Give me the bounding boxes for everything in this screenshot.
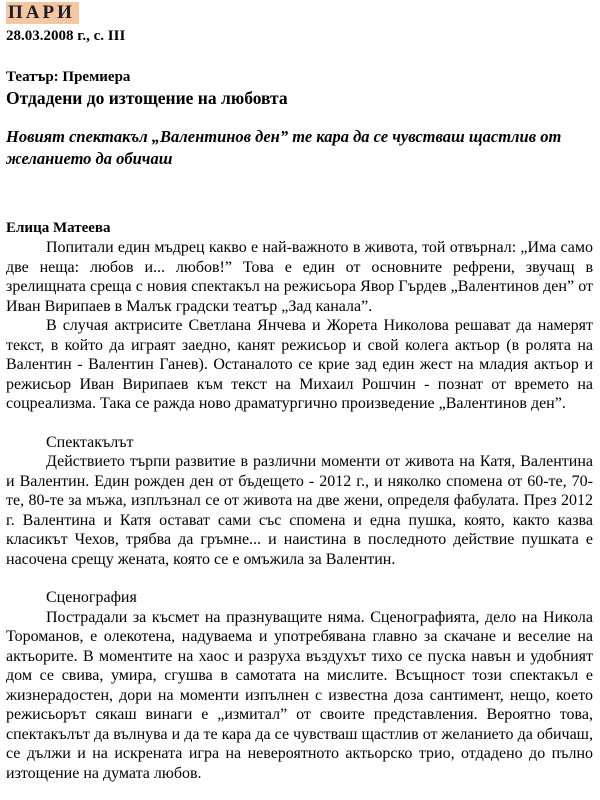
- paragraph: Пострадали за късмет на празнуващите няма. Сценографията, дело на Никола Тороманов, е олекотена, надуваема и употребявана главно за скачане и веселие на актьорите. В моментите на хаос и разруха въздухът тихо се пуска навън и удобният дом се свива, умира, сгушва в самотата на мислите. Всъщност този спектакъл е жизнерадостен, дори на моменти изпълнен с известна доза сантимент, нещо, което режисьорът сякаш винаги е „измитал” от своите представления. Вероятно това, спектакълът да вълнува и да те кара да се чувстваш щастлив от желанието да обичаш, се дължи и на искрената игра на невероятното актьорско трио, отдадено до пълно изтощение на думата любов.: [6, 608, 593, 782]
- article-body: [6, 238, 593, 783]
- section-heading: Сценография: [46, 589, 137, 606]
- section-heading: Спектакълът: [46, 433, 134, 451]
- dateline: 28.03.2008 г., с. III: [6, 28, 126, 44]
- article-headline: Отдадени до изтощение на любовта: [6, 88, 288, 108]
- paragraph: Попитали един мъдрец какво е най-важното в живота, той отвърнал: „Има само две неща: любов и... любов!” Това е един от основните рефрени, звучащ в зрелищната среща с новия спектакъл на режисьора Явор Гърдев „Валентинов ден” от Иван Вирипаев в Малък градски театър „Зад канала”.: [6, 239, 593, 315]
- section-kicker: Театър: Премиера: [6, 69, 131, 85]
- publication-masthead: ПАРИ: [6, 2, 79, 24]
- author-byline: Елица Матеева: [6, 220, 111, 236]
- paragraph: Действието търпи развитие в различни моменти от живота на Катя, Валентина и Валентин. Един рожден ден от бъдещето - 2012 г., и няколко спомена от 60-те, 70-те, 80-те за мъжа, изплъзнал се от живота на две жени, определя фабулата. През 2012 г. Валентина и Катя остават сами със спомена и една пушка, която, както казва класикът Чехов, трябва да гръмне... и наистина в последното действие пушката е насочена срещу жената, която се е омъжила за Валентин.: [6, 453, 593, 568]
- masthead-row: [6, 2, 593, 24]
- article-subtitle: Новият спектакъл „Валентинов ден” те кара да се чувстваш щастлив от желанието да обичаш: [6, 127, 562, 168]
- paragraph: В случая актрисите Светлана Янчева и Жорета Николова решават да намерят текст, в който да играят заедно, канят режисьор и свой колега актьор (в ролята на Валентин - Валентин Ганев). Останалото се крие зад един жест на младия актьор и режисьор Иван Вирипаев към текст на Михаил Рошчин - познат от времето на соцреализма. Така се ражда ново драматургично произведение „Валентинов ден”.: [6, 317, 593, 412]
